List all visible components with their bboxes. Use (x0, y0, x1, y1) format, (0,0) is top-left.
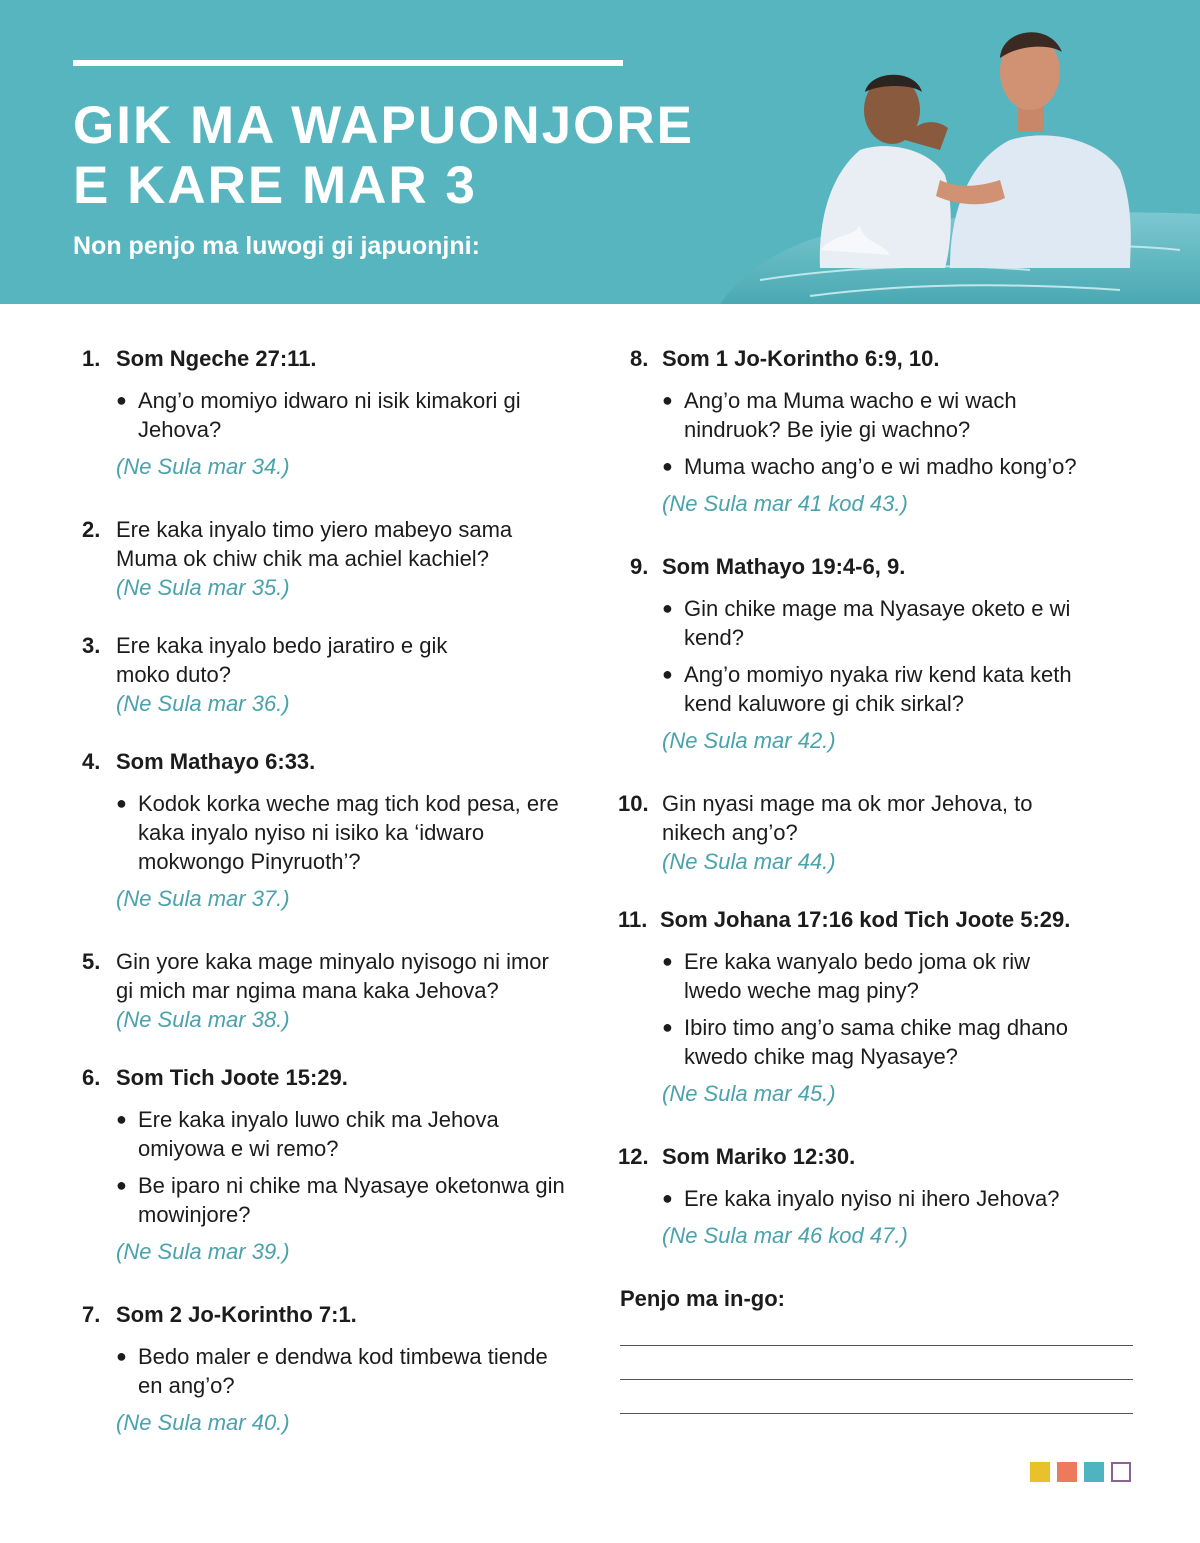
bullet-item (662, 1184, 1138, 1213)
bullet-list (116, 789, 572, 876)
question-item (82, 344, 572, 481)
header-rule (73, 60, 623, 66)
lesson-reference: (Ne Sula mar 38.) (116, 1007, 290, 1032)
note-line[interactable] (620, 1345, 1133, 1346)
bullet-list (116, 1105, 572, 1229)
question-text: Ere kaka inyalo timo yiero mabeyo sama Muma ok chiw chik ma achiel kachiel? (116, 517, 513, 571)
lesson-reference: (Ne Sula mar 39.) (116, 1239, 290, 1264)
bullet-item (662, 594, 1074, 652)
bullet-icon: ● (116, 1109, 127, 1129)
question-number: 7. (82, 1302, 101, 1327)
lesson-reference: (Ne Sula mar 41 kod 43.) (662, 491, 908, 516)
bullet-item (116, 1342, 572, 1400)
question-item (618, 344, 1138, 518)
bullet-text: Gin chike mage ma Nyasaye oketo e wi kend? (684, 596, 1071, 650)
question-text: Gin yore kaka mage minyalo nyisogo ni imor gi mich mar ngima mana kaka Jehova? (116, 949, 549, 1003)
question-number: 9. (630, 554, 649, 579)
question-text: Som Mariko 12:30. (662, 1144, 856, 1169)
note-line[interactable] (620, 1413, 1133, 1414)
bullet-icon: ● (116, 1346, 127, 1366)
question-number: 11. (618, 907, 648, 932)
question-number: 1. (82, 346, 101, 371)
bullet-text: Kodok korka weche mag tich kod pesa, ere kaka inyalo nyiso ni isiko ka ‘idwaro mokwongo Pinyruoth’? (138, 791, 559, 874)
bullet-icon: ● (662, 390, 673, 410)
question-item (82, 631, 572, 718)
bullet-item (116, 789, 572, 876)
bullet-text: Ere kaka inyalo luwo chik ma Jehova omiyowa e wi remo? (138, 1107, 499, 1161)
bullet-icon: ● (662, 664, 673, 684)
bullet-item (116, 1171, 572, 1229)
bullet-icon: ● (662, 1017, 673, 1037)
question-item (618, 1142, 1138, 1250)
question-number: 4. (82, 749, 101, 774)
question-text: Som Ngeche 27:11. (116, 346, 317, 371)
question-item (82, 747, 572, 913)
bullet-text: Ere kaka wanyalo bedo joma ok riw lwedo weche mag piny? (684, 949, 1031, 1003)
bullet-text: Ang’o momiyo idwaro ni isik kimakori gi Jehova? (138, 388, 521, 442)
bullet-list (662, 1184, 1138, 1213)
title-line-2: E KARE MAR 3 (73, 156, 477, 215)
question-item (82, 1063, 572, 1266)
bullet-icon: ● (662, 598, 673, 618)
bullet-text: Ibiro timo ang’o sama chike mag dhano kwedo chike mag Nyasaye? (684, 1015, 1068, 1069)
title-line-1: GIK MA WAPUONJORE (73, 96, 694, 155)
bullet-list (662, 386, 1138, 481)
question-text: Som Mathayo 6:33. (116, 749, 316, 774)
bullet-text: Be iparo ni chike ma Nyasaye oketonwa gin mowinjore? (138, 1173, 565, 1227)
orange-square-icon (1057, 1462, 1077, 1482)
bullet-icon: ● (662, 1188, 673, 1208)
yellow-square-icon (1030, 1462, 1050, 1482)
bullet-icon: ● (662, 951, 673, 971)
bullet-icon: ● (116, 390, 127, 410)
outlined-square-icon (1111, 1462, 1131, 1482)
bullet-icon: ● (662, 456, 673, 476)
lesson-reference: (Ne Sula mar 45.) (662, 1081, 836, 1106)
question-item (82, 1300, 572, 1437)
question-item (82, 515, 572, 602)
bullet-list (116, 1342, 572, 1400)
question-item (82, 947, 572, 1034)
note-line[interactable] (620, 1379, 1133, 1380)
lesson-reference: (Ne Sula mar 34.) (116, 454, 290, 479)
bullet-text: Ere kaka inyalo nyiso ni ihero Jehova? (684, 1186, 1060, 1211)
bullet-icon: ● (116, 793, 127, 813)
page-title (73, 96, 694, 216)
question-number: 6. (82, 1065, 101, 1090)
question-text: Som Mathayo 19:4-6, 9. (662, 554, 906, 579)
question-number: 10. (618, 791, 649, 816)
bullet-item (662, 947, 1084, 1005)
bullet-text: Muma wacho ang’o e wi madho kong’o? (684, 454, 1077, 479)
bullet-list (662, 947, 1138, 1071)
question-number: 3. (82, 633, 101, 658)
question-item (618, 789, 1138, 876)
bullet-list (116, 386, 572, 444)
bullet-text: Bedo maler e dendwa kod timbewa tiende en ang’o? (138, 1344, 548, 1398)
question-number: 2. (82, 517, 101, 542)
question-text: Som Johana 17:16 kod Tich Joote 5:29. (660, 907, 1071, 932)
question-item (618, 552, 1138, 755)
lesson-reference: (Ne Sula mar 40.) (116, 1410, 290, 1435)
question-text: Gin nyasi mage ma ok mor Jehova, to nikech ang’o? (662, 791, 1033, 845)
baptism-illustration (700, 0, 1200, 304)
bullet-item (662, 452, 1138, 481)
question-number: 5. (82, 949, 101, 974)
bullet-item (116, 386, 572, 444)
question-text: Som 1 Jo-Korintho 6:9, 10. (662, 346, 940, 371)
bullet-icon: ● (116, 1175, 127, 1195)
question-text: Som Tich Joote 15:29. (116, 1065, 348, 1090)
lesson-reference: (Ne Sula mar 46 kod 47.) (662, 1223, 908, 1248)
bullet-list (662, 594, 1138, 718)
lesson-reference: (Ne Sula mar 35.) (116, 575, 290, 600)
bullet-item (116, 1105, 572, 1163)
question-text: Ere kaka inyalo bedo jaratiro e gik moko duto? (116, 633, 448, 687)
teal-square-icon (1084, 1462, 1104, 1482)
bullet-text: Ang’o momiyo nyaka riw kend kata keth kend kaluwore gi chik sirkal? (684, 662, 1072, 716)
bullet-item (662, 1013, 1124, 1071)
page-header (0, 0, 1200, 304)
bullet-item (662, 660, 1074, 718)
questions-column-left (82, 344, 572, 1437)
question-number: 8. (630, 346, 649, 371)
page-subtitle: Non penjo ma luwogi gi japuonjni: (73, 232, 480, 260)
question-item (618, 905, 1138, 1108)
lesson-reference: (Ne Sula mar 37.) (116, 886, 290, 911)
lesson-reference: (Ne Sula mar 44.) (662, 849, 836, 874)
questions-column-right (618, 344, 1138, 1313)
bullet-text: Ang’o ma Muma wacho e wi wach nindruok? Be iyie gi wachno? (684, 388, 1017, 442)
lesson-reference: (Ne Sula mar 36.) (116, 691, 290, 716)
notes-label: Penjo ma in-go: (620, 1286, 785, 1311)
question-number: 12. (618, 1144, 649, 1169)
lesson-reference: (Ne Sula mar 42.) (662, 728, 836, 753)
bullet-item (662, 386, 1044, 444)
question-text: Som 2 Jo-Korintho 7:1. (116, 1302, 357, 1327)
